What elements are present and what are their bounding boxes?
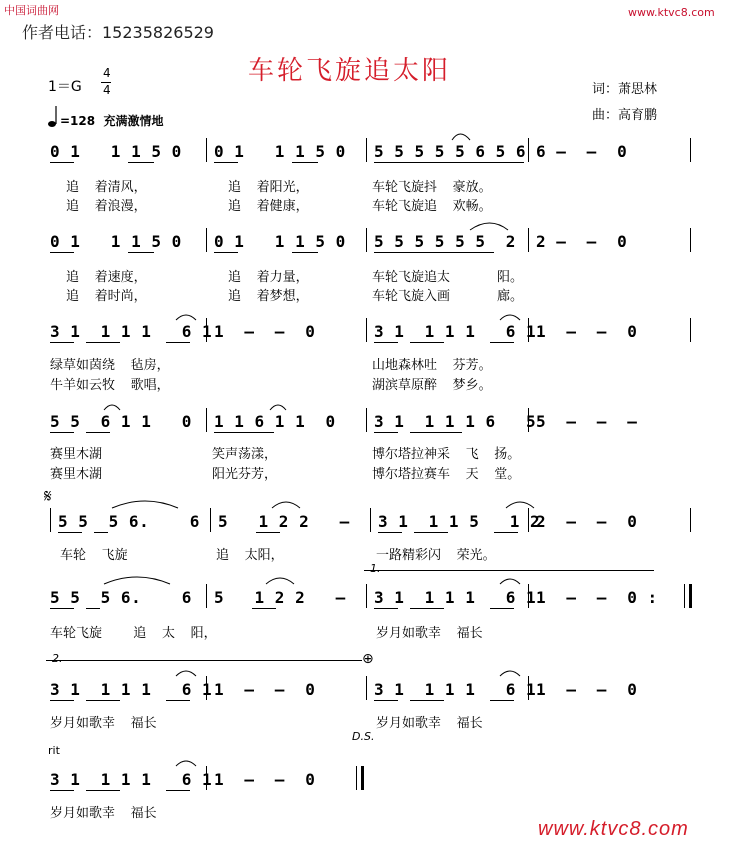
barline bbox=[366, 318, 367, 342]
key-signature: 1＝G bbox=[48, 79, 82, 95]
system-3-measure-2: 1 – – 0 bbox=[214, 322, 316, 341]
system-5-measure-1: 5 5 5 6. 6 bbox=[58, 512, 200, 531]
barline bbox=[528, 228, 529, 252]
lyric: 追 着浪漫， bbox=[66, 199, 147, 214]
lyric: 追 着速度， bbox=[66, 270, 147, 285]
system-1-measure-2: 0 1 1 1 5 0 bbox=[214, 142, 346, 161]
barline bbox=[690, 228, 691, 252]
beam bbox=[410, 432, 462, 433]
final-barline bbox=[361, 766, 364, 790]
system-6-measure-2: 5 1 2 2 – bbox=[214, 588, 346, 607]
lyric: 岁月如歌幸 福长 bbox=[376, 716, 483, 731]
barline bbox=[366, 228, 367, 252]
system-5-measure-3: 3 1 1 1 5 1 2 bbox=[378, 512, 541, 531]
barline bbox=[528, 138, 529, 162]
system-7-measure-1: 3 1 1 1 1 6 1 bbox=[50, 680, 213, 699]
lyric: 赛里木湖 bbox=[50, 447, 103, 462]
lyric: 湖滨草原醉 梦乡。 bbox=[372, 378, 492, 393]
beam bbox=[166, 342, 190, 343]
beam bbox=[86, 608, 100, 609]
beam bbox=[50, 342, 74, 343]
dal-segno-mark: D.S. bbox=[352, 730, 375, 743]
beam bbox=[410, 342, 444, 343]
beam bbox=[374, 700, 398, 701]
system-5-measure-2: 5 1 2 2 – bbox=[218, 512, 350, 531]
system-3-measure-3: 3 1 1 1 1 6 1 bbox=[374, 322, 537, 341]
beam bbox=[166, 790, 190, 791]
beam bbox=[50, 608, 74, 609]
beam bbox=[494, 532, 518, 533]
system-2-measure-1: 0 1 1 1 5 0 bbox=[50, 232, 182, 251]
barline bbox=[366, 138, 367, 162]
final-barline bbox=[356, 766, 357, 790]
system-2-measure-2: 0 1 1 1 5 0 bbox=[214, 232, 346, 251]
lyric: 追 着力量， bbox=[228, 270, 309, 285]
beam bbox=[214, 162, 238, 163]
composer-credit: 曲：高育鹏 bbox=[592, 108, 658, 123]
barline bbox=[528, 676, 529, 700]
lyric: 追 太阳， bbox=[216, 548, 284, 563]
lyric: 岁月如歌幸 福长 bbox=[376, 626, 483, 641]
lyric: 车轮飞旋 追 太 阳， bbox=[50, 626, 217, 641]
beam bbox=[292, 252, 318, 253]
repeat-barline bbox=[684, 584, 685, 608]
barline bbox=[366, 584, 367, 608]
beam bbox=[166, 700, 190, 701]
time-signature-top: 4 bbox=[103, 66, 111, 80]
lyric: 追 着时尚， bbox=[66, 289, 147, 304]
beam bbox=[374, 162, 524, 163]
beam bbox=[50, 252, 74, 253]
lyricist-credit: 词：萧思林 bbox=[592, 82, 658, 97]
lyric: 绿草如茵绕 毡房， bbox=[50, 358, 170, 373]
beam bbox=[50, 790, 74, 791]
beam bbox=[214, 252, 238, 253]
barline bbox=[206, 584, 207, 608]
coda-icon: ⊕ bbox=[362, 651, 374, 667]
lyric: 追 着健康， bbox=[228, 199, 309, 214]
system-8-measure-2: 1 – – 0 bbox=[214, 770, 316, 789]
barline bbox=[206, 676, 207, 700]
lyric: 车轮飞旋入画 廊。 bbox=[372, 289, 523, 304]
beam bbox=[128, 162, 154, 163]
beam bbox=[378, 532, 402, 533]
beam bbox=[128, 252, 154, 253]
system-4-measure-4: 5 – – – bbox=[536, 412, 638, 431]
beam bbox=[414, 532, 448, 533]
system-3-measure-4: 1 – – 0 bbox=[536, 322, 638, 341]
system-5-measure-4: 2 – – 0 bbox=[536, 512, 638, 531]
beam bbox=[50, 162, 74, 163]
lyric: 笑声荡漾， bbox=[212, 447, 278, 462]
system-1-measure-4: 6 – – 0 bbox=[536, 142, 628, 161]
system-6-measure-1: 5 5 5 6. 6 bbox=[50, 588, 192, 607]
system-2-measure-4: 2 – – 0 bbox=[536, 232, 628, 251]
lyric: 追 着清风， bbox=[66, 180, 147, 195]
beam bbox=[214, 432, 274, 433]
barline bbox=[528, 318, 529, 342]
barline bbox=[690, 508, 691, 532]
beam bbox=[58, 532, 82, 533]
beam bbox=[490, 608, 514, 609]
lyric: 博尔塔拉神采 飞 扬。 bbox=[372, 447, 521, 462]
lyric: 山地森林吐 芬芳。 bbox=[372, 358, 492, 373]
segno-icon: 𝄋 bbox=[44, 486, 52, 507]
beam bbox=[86, 432, 110, 433]
system-7-measure-4: 1 – – 0 bbox=[536, 680, 638, 699]
system-7-measure-2: 1 – – 0 bbox=[214, 680, 316, 699]
barline bbox=[528, 508, 529, 532]
barline bbox=[370, 508, 371, 532]
barline bbox=[50, 508, 51, 532]
system-6-measure-4: 1 – – 0 : bbox=[536, 588, 658, 607]
barline bbox=[206, 228, 207, 252]
system-2-measure-3: 5 5 5 5 5 5 2 bbox=[374, 232, 516, 251]
barline bbox=[206, 318, 207, 342]
song-title: 车轮飞旋追太阳 bbox=[248, 56, 452, 86]
lyric: 追 着梦想， bbox=[228, 289, 309, 304]
beam bbox=[490, 342, 514, 343]
lyric: 车轮 飞旋 bbox=[60, 548, 128, 563]
beam bbox=[50, 700, 74, 701]
lyric: 赛里木湖 bbox=[50, 467, 103, 482]
lyric: 牛羊如云牧 歌唱， bbox=[50, 378, 170, 393]
lyric: 岁月如歌幸 福长 bbox=[50, 806, 157, 821]
barline bbox=[690, 318, 691, 342]
second-ending-label: 2. bbox=[52, 652, 63, 665]
system-8-measure-1: 3 1 1 1 1 6 1 bbox=[50, 770, 213, 789]
beam bbox=[50, 432, 74, 433]
tempo-marking: =128 充满激情地 bbox=[60, 114, 164, 128]
lyric: 岁月如歌幸 福长 bbox=[50, 716, 157, 731]
lyric: 一路精彩闪 荣光。 bbox=[376, 548, 496, 563]
beam bbox=[374, 252, 494, 253]
barline bbox=[206, 766, 207, 790]
beam bbox=[374, 342, 398, 343]
beam bbox=[86, 342, 120, 343]
barline bbox=[528, 408, 529, 432]
lyric: 博尔塔拉赛车 天 堂。 bbox=[372, 467, 521, 482]
beam bbox=[86, 700, 120, 701]
beam bbox=[374, 608, 398, 609]
lyric: 阳光芬芳， bbox=[212, 467, 278, 482]
barline bbox=[206, 408, 207, 432]
first-ending-label: 1. bbox=[370, 562, 381, 575]
system-4-measure-1: 5 5 6 1 1 0 bbox=[50, 412, 192, 431]
beam bbox=[374, 432, 398, 433]
time-signature-bottom: 4 bbox=[103, 83, 111, 97]
repeat-barline bbox=[689, 584, 692, 608]
barline bbox=[210, 508, 211, 532]
watermark-right: www.ktvc8.com bbox=[628, 6, 715, 19]
system-1-measure-1: 0 1 1 1 5 0 bbox=[50, 142, 182, 161]
beam bbox=[256, 532, 280, 533]
first-ending-bracket bbox=[364, 570, 654, 571]
author-phone: 作者电话：15235826529 bbox=[22, 23, 214, 42]
footer-watermark: www.ktvc8.com bbox=[538, 818, 689, 840]
beam bbox=[94, 532, 108, 533]
second-ending-bracket bbox=[46, 660, 362, 661]
system-4-measure-3: 3 1 1 1 1 6 5 bbox=[374, 412, 537, 431]
barline bbox=[366, 408, 367, 432]
lyric: 追 着阳光， bbox=[228, 180, 309, 195]
lyric: 车轮飞旋追太 阳。 bbox=[372, 270, 523, 285]
lyric: 车轮飞旋追 欢畅。 bbox=[372, 199, 492, 214]
beam bbox=[490, 700, 514, 701]
beam bbox=[410, 608, 444, 609]
barline bbox=[206, 138, 207, 162]
beam bbox=[86, 790, 120, 791]
system-3-measure-1: 3 1 1 1 1 6 1 bbox=[50, 322, 213, 341]
system-6-measure-3: 3 1 1 1 1 6 1 bbox=[374, 588, 537, 607]
barline bbox=[366, 676, 367, 700]
barline bbox=[690, 138, 691, 162]
barline bbox=[528, 584, 529, 608]
beam bbox=[252, 608, 276, 609]
lyric: 车轮飞旋抖 豪放。 bbox=[372, 180, 492, 195]
beam bbox=[410, 700, 444, 701]
system-4-measure-2: 1 1 6 1 1 0 bbox=[214, 412, 336, 431]
watermark-left: 中国词曲网 bbox=[4, 4, 59, 17]
ritardando-mark: rit bbox=[48, 744, 60, 757]
system-7-measure-3: 3 1 1 1 1 6 1 bbox=[374, 680, 537, 699]
beam bbox=[292, 162, 318, 163]
system-1-measure-3: 5 5 5 5 5 6 5 6 bbox=[374, 142, 526, 161]
